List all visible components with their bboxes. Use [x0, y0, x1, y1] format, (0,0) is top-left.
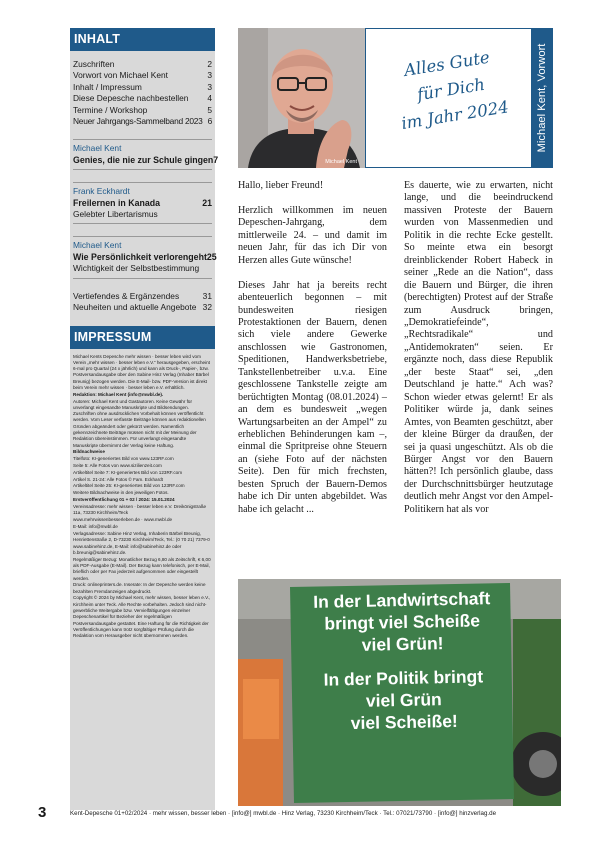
article-paragraph: Dieses Jahr hat ja bereits recht abenteuerlich begonnen – mit bundesweiten riesigen Protestaktionen der Bauern, denen sich viele andere Gewerke anschlossen wie Gastronomen, Speditionen, Handwerksbetriebe, Tankstellenbetreiber u.v.a. Eine geschlossene Tankstelle zeigte am berüchtigten Montag (08.01.2024) – an dem es bundesweit „wegen Wartungsarbeiten an der Ampel“ zu erheblichen Behinderungen kam –, einmal die Spritpreise ohne Steuern an (siehe Foto auf der nächsten Seite). Den für mich frechsten, besten Spruch der Bauern-Demos habe ich Dir unten abgebildet. Was habe ich gelacht ... — [238, 279, 387, 515]
article-column-left — [238, 180, 387, 516]
toc-item[interactable]: Vorwort von Michael Kent 3 — [73, 70, 212, 81]
toc-item[interactable]: Diese Depesche nachbestellen 4 — [73, 93, 212, 104]
page-number: 3 — [38, 804, 47, 821]
toc-item[interactable]: Termine / Workshop 5 — [73, 104, 212, 115]
photo-caption: Michael Kent — [325, 159, 357, 165]
section-title: Michael Kent, Vorwort — [536, 43, 548, 153]
sidebar — [70, 28, 219, 810]
feature-subtitle: Wichtigkeit der Selbstbestimmung — [73, 263, 212, 278]
new-year-greeting: Alles Gute für Dich im Jahr 2024 — [399, 47, 510, 134]
article-paragraph: Hallo, lieber Freund! — [238, 180, 324, 191]
toc-item[interactable]: Zuschriften 2 — [73, 59, 212, 69]
feature-title: Wie Persönlichkeit verlorengeht 25 — [73, 251, 217, 262]
toc-item[interactable]: Neuer Jahrgangs-Sammelband 2023 6 — [73, 116, 212, 127]
article-paragraph: Herzlich willkommen im neuen Depeschen-Jahrgang, dem mittlerweile 24. – und damit im neuen Jahr, für das ich Dir von Herzen alles Gute wünsche! — [238, 204, 387, 266]
greeting-box — [365, 28, 531, 168]
feature-author: Michael Kent — [73, 139, 212, 154]
feature-title: Freilernen in Kanada 21 — [73, 197, 212, 208]
footer-text: Kent-Depesche 01+02/2024 · mehr wissen, besser leben · [info@] mwbl.de · Hinz Verlag, 73230 Kirchheim/Teck · Tel.: 07021/73790 · [info@] hinzverlag.de — [70, 810, 497, 817]
article-paragraph: Es dauerte, wie zu erwarten, nicht lange, und die beeindruckend massiven Proteste der Bauern wurden von Massenmedien und Politik in die rechte Ecke gestellt. So meinte etwa ein besorgt dreinblickender Robert Habeck in seiner „Rede an die Nation“, dass die Bauern und Bürger, die ihren (berechtigten) Protest auf der Straße zum Ausdruck bringen, „Demokratiefeinde“, „Rechtsradikale“ und „Antidemokraten“ seien. Er ergänzte noch, dass diese Republik „der beste Staat“ sei, „den Deutschland je hatte.“ Ach was? Schon wieder etwas gelernt! Er als Politiker würde ja, dank seines Amtes, von Beamten geschützt, aber der kleine Bürger da draußen, der sei ja quasi ungeschützt. Als ob die Bürger Angst vor den Bauern hätten?! Ich persönlich glaube, dass der Durchschnittsbürger heutzutage deutlich mehr Angst vor den Ampel-Politikern hat als vor — [404, 180, 553, 515]
table-of-contents — [70, 51, 219, 314]
feature-subtitle: Gelebter Libertarismus — [73, 209, 212, 224]
feature-author: Michael Kent — [73, 236, 212, 251]
article-column-right — [404, 180, 553, 516]
impressum-heading: IMPRESSUM — [70, 326, 215, 349]
portrait-illustration — [238, 28, 365, 168]
feature-entry[interactable] — [73, 182, 212, 224]
protest-sign-text: In der Landwirtschaft bringt viel Scheiße viel Grün! In der Politik bringt viel Grün viel Scheiße! — [313, 588, 491, 734]
toc-item[interactable]: Vertiefendes & Ergänzendes 31 — [73, 290, 212, 301]
section-title-band — [531, 28, 553, 168]
toc-item[interactable]: Inhalt / Impressum 3 — [73, 81, 212, 92]
feature-entry[interactable] — [73, 236, 217, 278]
toc-item[interactable]: Neuheiten und aktuelle Angebote 32 — [73, 302, 212, 313]
protest-sign-photo — [238, 579, 561, 806]
feature-entry[interactable] — [73, 139, 219, 170]
author-photo — [238, 28, 365, 168]
feature-title: Genies, die nie zur Schule gingen 7 — [73, 154, 219, 165]
inhalt-heading: INHALT — [70, 28, 215, 51]
feature-subtitle — [73, 166, 212, 170]
impressum-text: Michael Kents Depesche mehr wissen · besser leben wird vom Verein „mehr wissen · besser leben e.V.“ herausgegeben, erscheint 6-mal pro Quartal (24 x jährlich) und kann als Druck-, Papier-, bzw. Postversandausgabe über den Sabine Hinz Verlag (Inhaber Bärbel Breunig) bezogen werden. Die E-Mail- bzw. PDF-Version ist direkt beim Verein mehr wissen · besser leben e.V. erhältlich. Redaktion: Michael Kent (info@mwbl.de). Autoren: Michael Kent und Gastautoren. Keine Gewähr für unverlangt eingesandte Manuskripte und Bildsendungen. Zuschriften ohne ausdrücklichen Vorbehalt können veröffentlicht werden. Vom Leser verfasste Beiträge können aus redaktionellen Gründen abgeändert oder gekürzt werden. Namentlich gekennzeichnete Beiträge müssen nicht mit der Meinung der Redaktion übereinstimmen. Für unverlangt eingesandte Manuskripte übernimmt der Verlag keine Haftung. Bildnachweise Titelfoto: KI-generiertes Bild von www.123RF.com Seite 5: Alle Fotos von www.sizilienzeit.com Artikeltitel Seite 7: KI-generiertes Bild von 123RF.com Artikel S. 21-24: Alle Fotos © Fam. Eckhardt Artikeltitel Seite 25: KI-generiertes Bild von 123RF.com Weitere Bildnachweise in den jeweiligen Fotos. Erstveröffentlichung 01 + 02 / 2024: 15.01.2024 Vereinsadresse: mehr wissen · besser leben e.V. Dreikönigstraße 11a, 73230 Kirchheim/Teck www.mehrwissenbesserleben.de · www.mwbl.de E-Mail: info@mwbl.de Verlagsadresse: Sabine Hinz Verlag, Inhaberin Bärbel Breunig, Henriettenstraße 2, D-73230 Kirchheim/Teck, Tel.: (0 70 21) 7379-0 www.sabinehinz.de, E-Mail: info@sabinehinz.de oder b.breunig@sabinehinz.de. Regelmäßiger Bezug: Monatlicher Bezug 6,80 als Zeitschrift, € 6,00 als PDF-Ausgabe (E-Mail). Der Bezug kann telefonisch, per E-Mail, brieflich oder per Fax jederzeit aufgenommen oder eingestellt werden. Druck: onlineprinters.de. Inserate: In der Depesche werden keine bezahlten Fremdanzeigen abgedruckt. Copyright © 2024 by Michael Kent, mehr wissen, besser leben e.V., Kirchheim unter Teck. Alle Rechte vorbehalten. Jedoch sind nicht-gewerbliche Weitergabe bzw. Vervielfältigungen einzelner Depeschenartikel für Bezieher der regelmäßigen Postversandausgabe gestattet. Eine Haftung für die Richtigkeit der Veröffentlichungen kann trotz sorgfältiger Prüfung durch die Redaktion vom Herausgeber nicht übernommen werden. — [73, 353, 211, 639]
feature-author: Frank Eckhardt — [73, 182, 212, 197]
